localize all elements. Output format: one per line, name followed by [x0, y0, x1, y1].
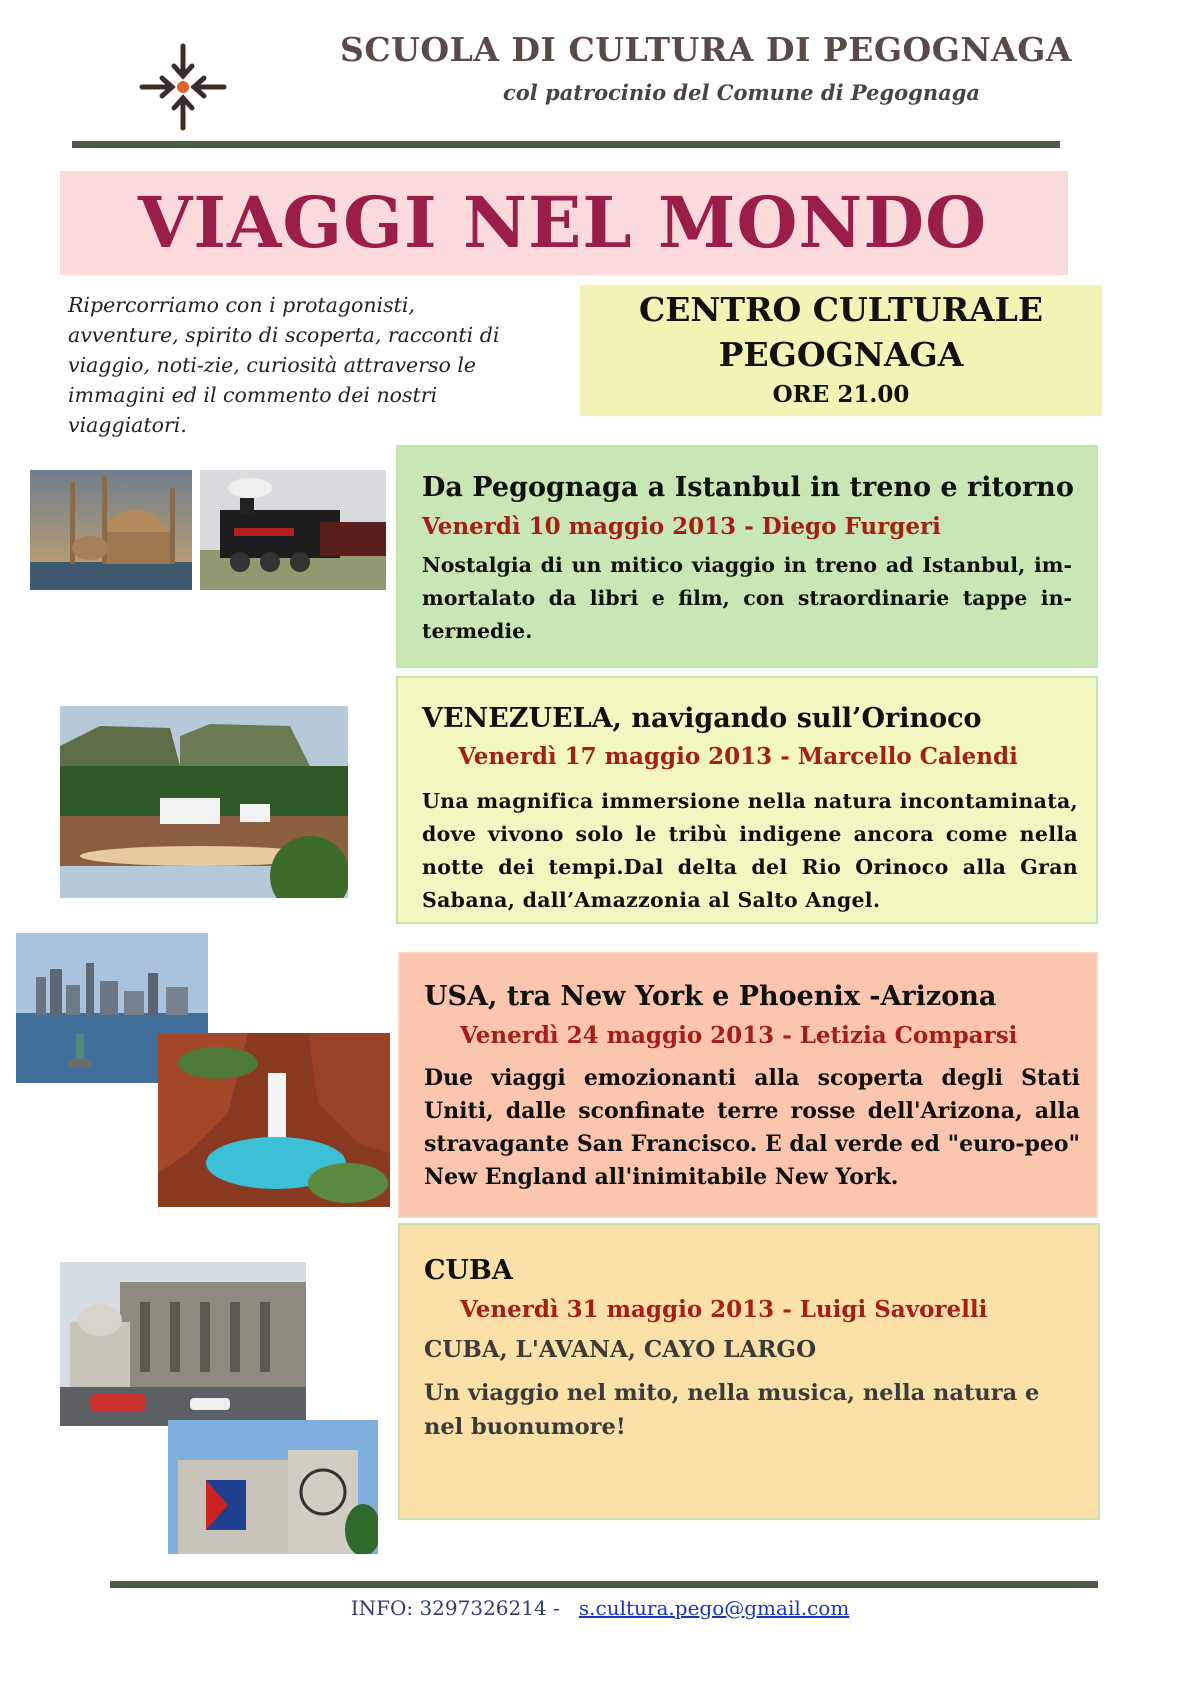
event-date: Venerdì 17 maggio 2013 - Marcello Calendi	[458, 743, 1018, 770]
event-date: Venerdì 31 maggio 2013 - Luigi Savorelli	[460, 1296, 988, 1323]
venue-time: ORE 21.00	[772, 381, 910, 408]
venue-name-line1: CENTRO CULTURALE	[638, 290, 1044, 329]
top-divider	[72, 141, 1060, 148]
event-title: USA, tra New York e Phoenix -Arizona	[424, 981, 997, 1012]
steam-train-photo	[200, 470, 386, 590]
event-description: Una magnifica immersione nella natura incontaminata, dove vivono solo le tribù indigene ancora come nella notte dei tempi.Dal delta del Rio Orinoco alla Gran Sabana, dall’Amazzonia al Salto Angel.	[422, 789, 1078, 912]
event-title: VENEZUELA, navigando sull’Orinoco	[422, 703, 982, 734]
event-title: Da Pegognaga a Istanbul in treno e ritorno	[422, 472, 1074, 503]
venue-name-line2: PEGOGNAGA	[718, 335, 964, 374]
venezuela-waterfall-photo	[60, 706, 348, 898]
havana-street-photo	[60, 1262, 306, 1426]
patronage-line: col patrocinio del Comune di Pegognaga	[502, 80, 980, 105]
event-description: Due viaggi emozionanti alla scoperta degli Stati Uniti, dalle sconfinate terre rosse dell'Arizona, alla stravagante San Francisco. E dal verde ed "euro-peo" New England all'inimitabile New York.	[424, 1065, 1080, 1190]
intro-text: Ripercorriamo con i protagonisti, avventure, spirito di scoperta, racconti di viaggio, noti-zie, curiosità attraverso le immagini ed il commento dei nostri viaggiatori.	[68, 293, 500, 437]
event-title: CUBA	[424, 1255, 513, 1286]
havasu-falls-photo	[158, 1033, 390, 1207]
email-link[interactable]: s.cultura.pego@gmail.com	[578, 1596, 850, 1620]
event-date: Venerdì 10 maggio 2013 - Diego Furgeri	[422, 513, 941, 540]
istanbul-mosque-photo	[30, 470, 192, 590]
organization-name: SCUOLA DI CULTURA DI PEGOGNAGA	[340, 30, 1073, 69]
phone-info: INFO: 3297326214 -	[350, 1596, 560, 1620]
event-date: Venerdì 24 maggio 2013 - Letizia Comparsi	[460, 1022, 1018, 1049]
contact-info	[0, 1596, 1200, 1620]
school-logo-icon	[138, 42, 228, 132]
event-subtitle: CUBA, L'AVANA, CAYO LARGO	[424, 1336, 817, 1363]
event-description: Un viaggio nel mito, nella musica, nella natura e nel buonumore!	[424, 1380, 1040, 1440]
bottom-divider	[110, 1581, 1098, 1588]
page-title: VIAGGI NEL MONDO	[138, 181, 988, 264]
event-description: Nostalgia di un mitico viaggio in treno ad Istanbul, im-mortalato da libri e film, con straordinarie tappe in-termedie.	[422, 553, 1072, 643]
plaza-revolucion-photo	[168, 1420, 378, 1554]
